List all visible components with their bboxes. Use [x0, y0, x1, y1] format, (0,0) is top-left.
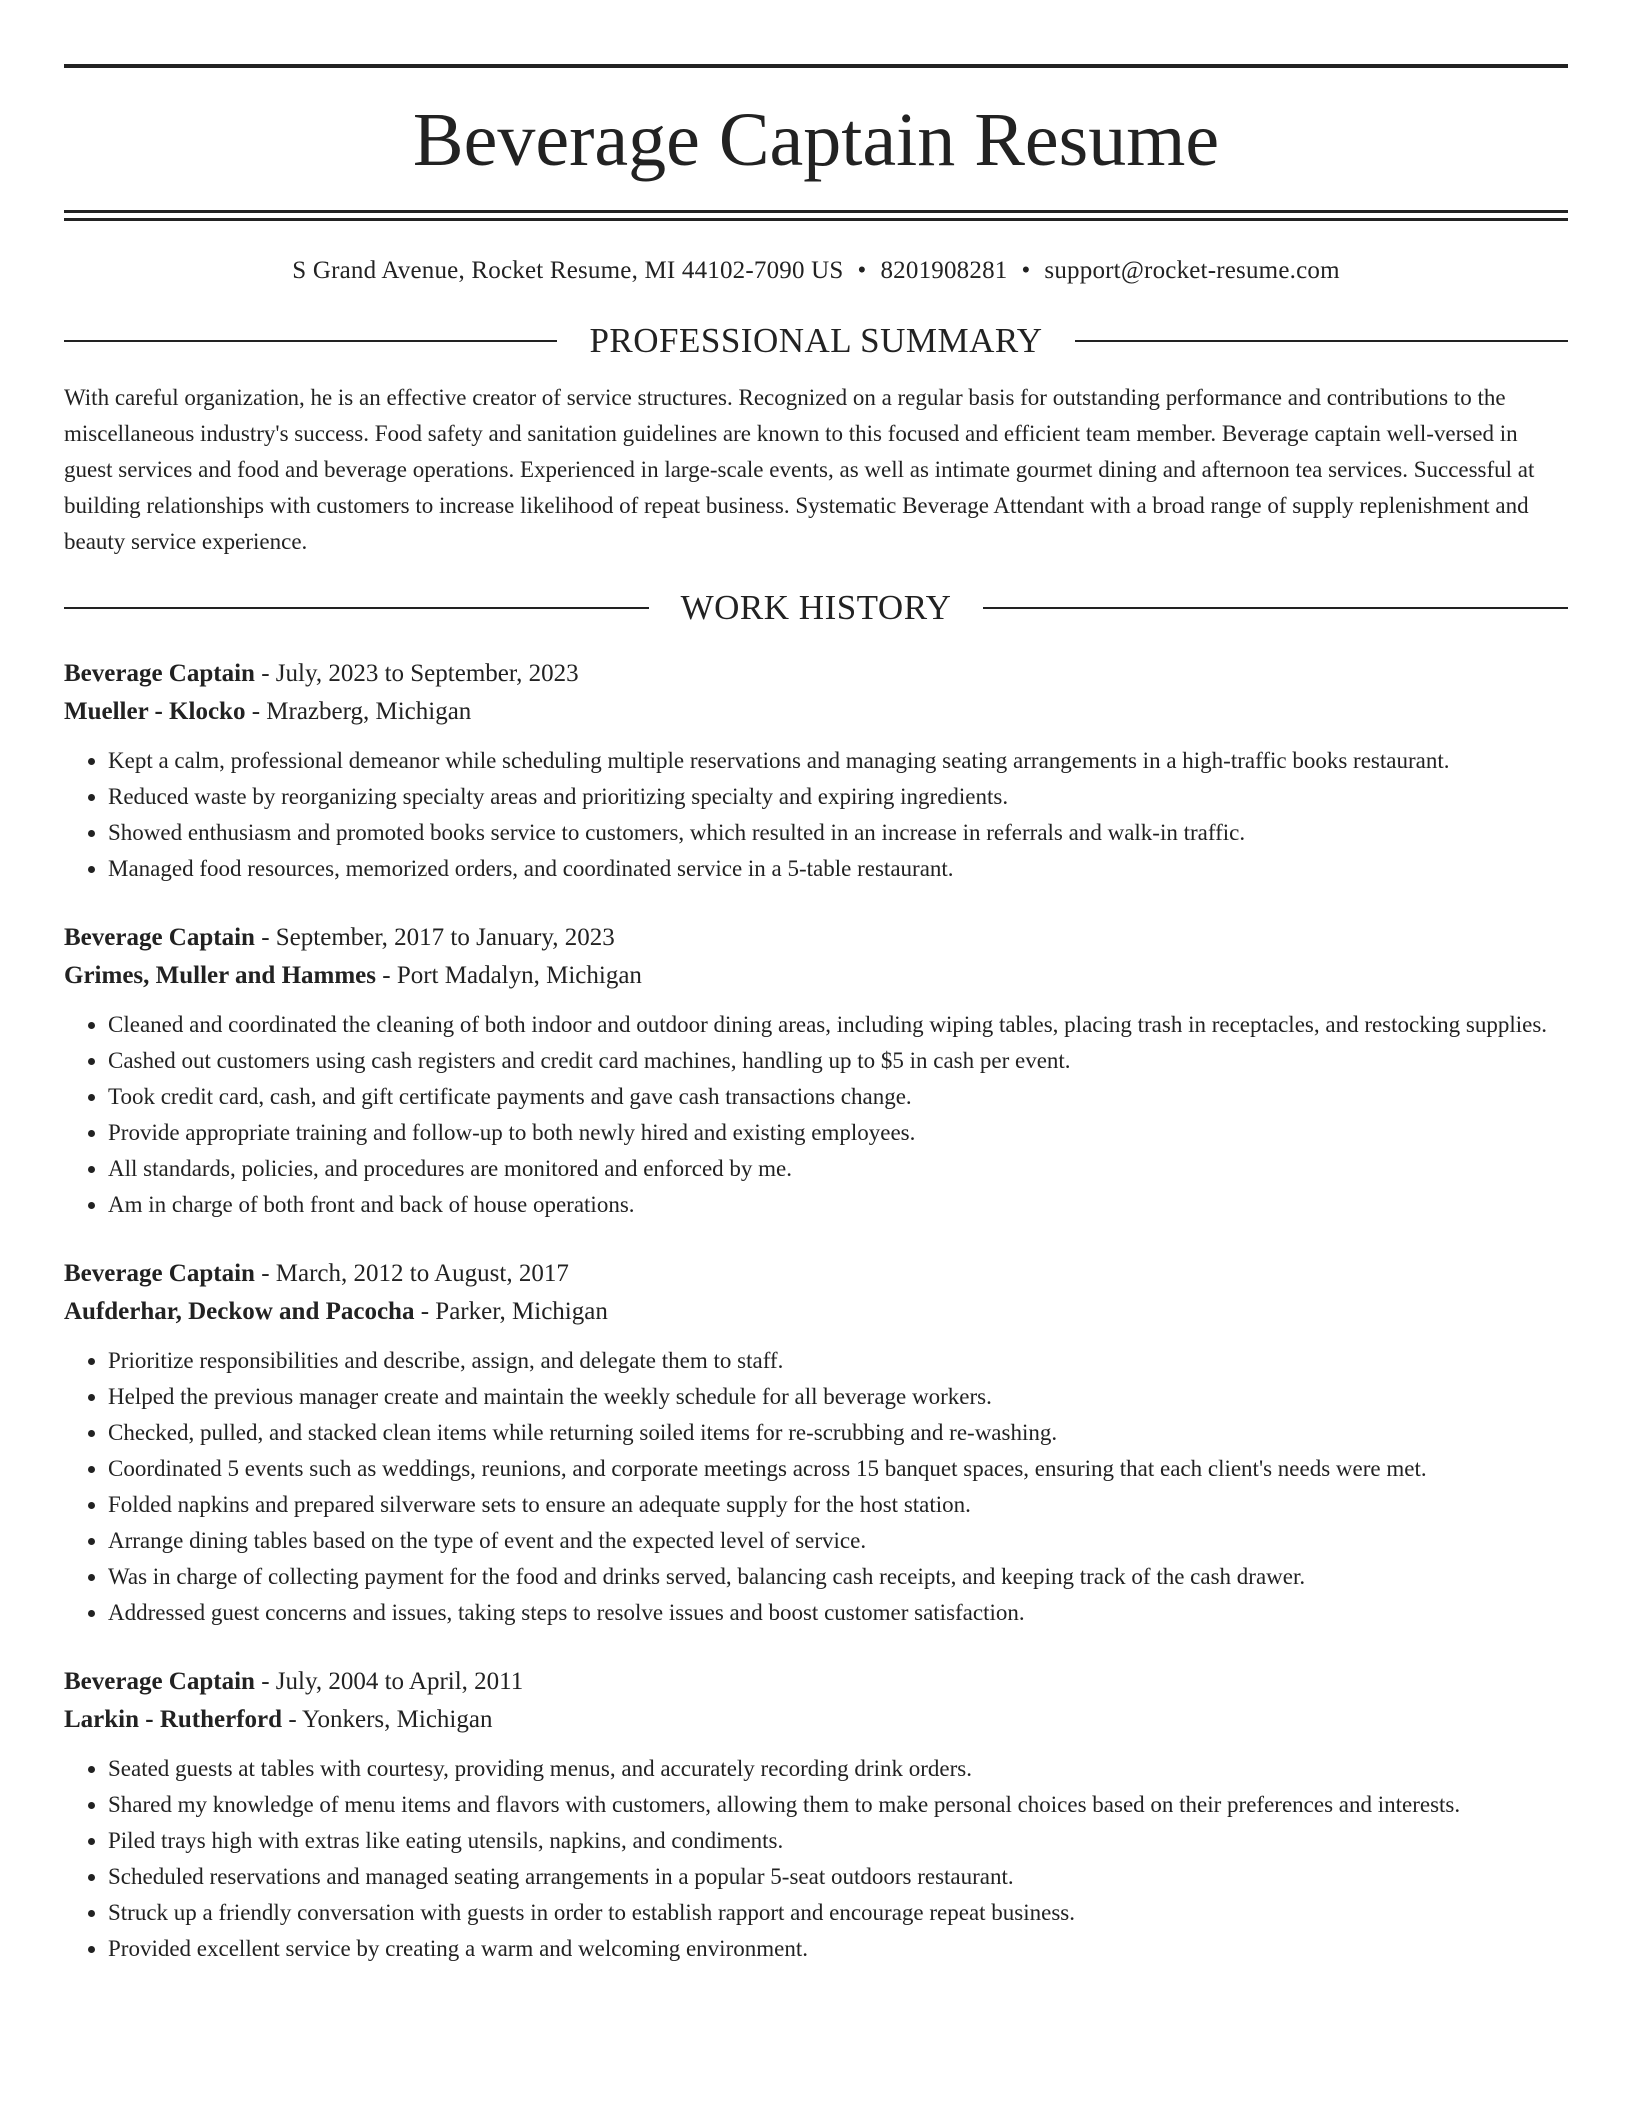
job-entry	[64, 1255, 1568, 1631]
job-bullet: • Helped the previous manager create and maintain the weekly schedule for all beverage workers.	[108, 1379, 1568, 1415]
heading-rule-right	[1075, 340, 1568, 342]
job-entry	[64, 1663, 1568, 1967]
job-title-line	[64, 655, 1568, 693]
job-bullets	[64, 1343, 1568, 1631]
work-history-heading-label: WORK HISTORY	[680, 588, 952, 627]
job-title-line	[64, 1663, 1568, 1701]
heading-rule-right	[983, 607, 1568, 609]
contact-address: S Grand Avenue, Rocket Resume, MI 44102-7090 US	[292, 257, 844, 284]
job-bullet: • Piled trays high with extras like eating utensils, napkins, and condiments.	[108, 1823, 1568, 1859]
job-bullet: • Kept a calm, professional demeanor while scheduling multiple reservations and managing seating arrangements in a high-traffic books restaurant.	[108, 743, 1568, 779]
work-history-list	[64, 655, 1568, 1967]
job-bullet: • Addressed guest concerns and issues, taking steps to resolve issues and boost customer satisfaction.	[108, 1595, 1568, 1631]
job-bullet: • Shared my knowledge of menu items and flavors with customers, allowing them to make personal choices based on their preferences and interests.	[108, 1787, 1568, 1823]
job-company-line	[64, 1293, 1568, 1331]
job-bullet: • Was in charge of collecting payment for the food and drinks served, balancing cash receipts, and keeping track of the cash drawer.	[108, 1559, 1568, 1595]
job-bullet: • Prioritize responsibilities and describe, assign, and delegate them to staff.	[108, 1343, 1568, 1379]
job-bullet: • Managed food resources, memorized orders, and coordinated service in a 5-table restaurant.	[108, 851, 1568, 887]
heading-rule-left	[64, 607, 649, 609]
contact-phone: 8201908281	[880, 257, 1008, 284]
job-title: Beverage Captain	[64, 924, 255, 951]
summary-heading	[64, 323, 1568, 358]
contact-separator: •	[857, 257, 867, 284]
work-history-heading	[64, 590, 1568, 625]
job-company-line	[64, 693, 1568, 731]
job-bullet: • Provide appropriate training and follow-up to both newly hired and existing employees.	[108, 1115, 1568, 1151]
job-bullets	[64, 1751, 1568, 1967]
summary-text: With careful organization, he is an effective creator of service structures. Recognized on a regular basis for outstanding performance and contributions to the miscellaneous industry's success. Food safety and sanitation guidelines are known to this focused and efficient team member. Beverage captain well-versed in guest services and food and beverage operations. Experienced in large-scale events, as well as intimate gourmet dining and afternoon tea services. Successful at building relationships with customers to increase likelihood of repeat business. Systematic Beverage Attendant with a broad range of supply replenishment and beauty service experience.	[64, 385, 1535, 554]
heading-rule-left	[64, 340, 557, 342]
summary-heading-label: PROFESSIONAL SUMMARY	[589, 321, 1043, 360]
job-bullet: • Seated guests at tables with courtesy, providing menus, and accurately recording drink orders.	[108, 1751, 1568, 1787]
job-company-line	[64, 957, 1568, 995]
job-bullet: • Arrange dining tables based on the type of event and the expected level of service.	[108, 1523, 1568, 1559]
job-bullet: • Checked, pulled, and stacked clean items while returning soiled items for re-scrubbing and re-washing.	[108, 1415, 1568, 1451]
contact-separator: •	[1021, 257, 1031, 284]
job-bullet: • Provided excellent service by creating a warm and welcoming environment.	[108, 1931, 1568, 1967]
job-company: Mueller - Klocko	[64, 698, 246, 725]
job-bullet: • Folded napkins and prepared silverware sets to ensure an adequate supply for the host station.	[108, 1487, 1568, 1523]
job-title-line	[64, 1255, 1568, 1293]
contact-line	[64, 257, 1568, 285]
job-bullet: • Reduced waste by reorganizing specialty areas and prioritizing specialty and expiring ingredients.	[108, 779, 1568, 815]
resume-title: Beverage Captain Resume	[412, 98, 1220, 182]
job-bullets	[64, 743, 1568, 887]
job-company: Grimes, Muller and Hammes	[64, 962, 376, 989]
job-title-line	[64, 919, 1568, 957]
job-location: - Yonkers, Michigan	[288, 1706, 493, 1733]
top-rule	[64, 64, 1568, 68]
job-location: - Mrazberg, Michigan	[251, 698, 472, 725]
job-location: - Parker, Michigan	[420, 1298, 608, 1325]
job-dates: - September, 2017 to January, 2023	[261, 924, 615, 951]
job-company: Aufderhar, Deckow and Pacocha	[64, 1298, 415, 1325]
job-bullet: • Cashed out customers using cash registers and credit card machines, handling up to $5 in cash per event.	[108, 1043, 1568, 1079]
contact-email: support@rocket-resume.com	[1044, 257, 1340, 284]
job-bullet: • All standards, policies, and procedures are monitored and enforced by me.	[108, 1151, 1568, 1187]
job-bullet: • Showed enthusiasm and promoted books service to customers, which resulted in an increase in referrals and walk-in traffic.	[108, 815, 1568, 851]
job-title: Beverage Captain	[64, 1260, 255, 1287]
job-location: - Port Madalyn, Michigan	[382, 962, 642, 989]
job-dates: - March, 2012 to August, 2017	[261, 1260, 569, 1287]
job-title: Beverage Captain	[64, 1668, 255, 1695]
job-company-line	[64, 1701, 1568, 1739]
job-entry	[64, 919, 1568, 1223]
job-bullet: • Coordinated 5 events such as weddings, reunions, and corporate meetings across 15 banquet spaces, ensuring that each client's needs were met.	[108, 1451, 1568, 1487]
job-bullet: • Took credit card, cash, and gift certificate payments and gave cash transactions change.	[108, 1079, 1568, 1115]
job-bullet: • Scheduled reservations and managed seating arrangements in a popular 5-seat outdoors restaurant.	[108, 1859, 1568, 1895]
job-dates: - July, 2004 to April, 2011	[261, 1668, 524, 1695]
job-dates: - July, 2023 to September, 2023	[261, 660, 579, 687]
job-company: Larkin - Rutherford	[64, 1706, 283, 1733]
job-bullets	[64, 1007, 1568, 1223]
job-bullet: • Struck up a friendly conversation with guests in order to establish rapport and encourage repeat business.	[108, 1895, 1568, 1931]
job-bullet: • Cleaned and coordinated the cleaning of both indoor and outdoor dining areas, including wiping tables, placing trash in receptacles, and restocking supplies.	[108, 1007, 1568, 1043]
title-double-rule	[64, 210, 1568, 221]
job-entry	[64, 655, 1568, 887]
job-title: Beverage Captain	[64, 660, 255, 687]
job-bullet: • Am in charge of both front and back of house operations.	[108, 1187, 1568, 1223]
